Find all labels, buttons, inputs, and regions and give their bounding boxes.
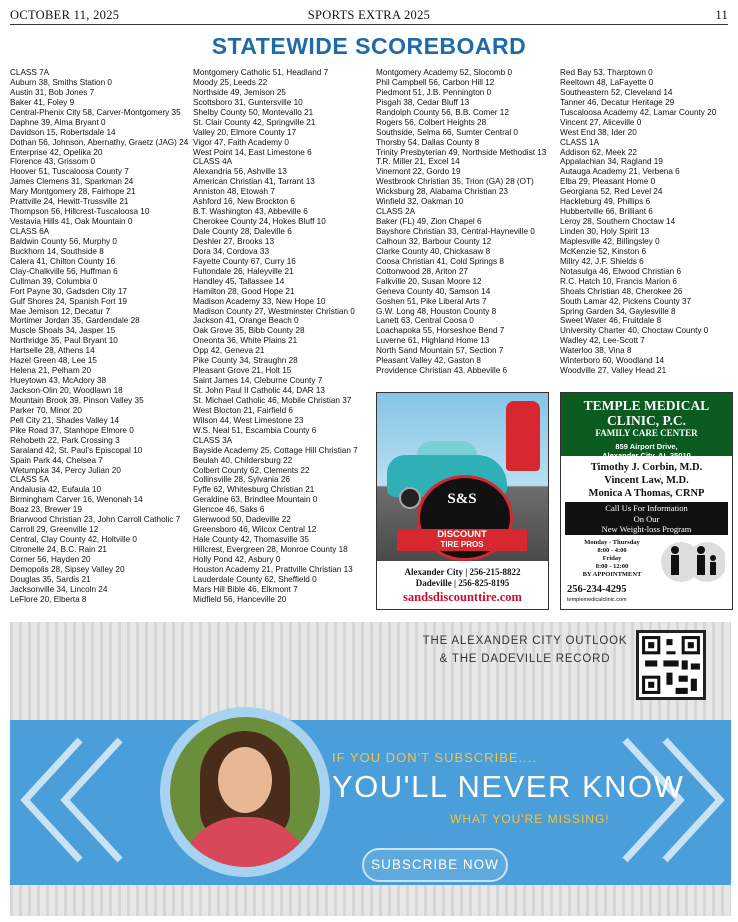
score-line: Phil Campbell 56, Carbon Hill 12 [376,77,495,87]
score-line: University Charter 40, Choctaw County 0 [560,326,709,336]
score-line: Fort Payne 30, Gadsden City 17 [10,286,127,296]
score-line: Bayshore Christian 33, Central-Hayneville 0 [376,227,535,236]
score-line: Leroy 28, Southern Choctaw 14 [560,217,676,227]
score-line: Collinsville 28, Sylvania 26 [193,475,290,485]
score-line: Geneva County 40, Samson 14 [376,286,491,296]
score-line: Moody 25, Leeds 22 [193,77,268,87]
score-line: Enterprise 42, Opelika 20 [10,147,103,157]
score-line: Montgomery Academy 52, Slocomb 0 [376,68,513,77]
score-line: Vincent 27, Aliceville 0 [560,117,642,127]
score-line: Tuscaloosa Academy 42, Lamar County 20 [560,107,717,117]
ad-phone-lines [377,567,548,589]
score-line: Briarwood Christian 23, John Carroll Catholic 7 [10,515,181,525]
subscribe-button[interactable]: SUBSCRIBE NOW [362,848,508,882]
score-line: Loachapoka 55, Horseshoe Bend 7 [376,326,505,336]
score-line: Daphne 39, Alma Bryant 0 [10,117,106,127]
score-line: Rogers 56, Colbert Heights 28 [376,117,487,127]
call-line-1: Call Us For Information [605,503,688,513]
score-line: Rehobeth 22, Park Crossing 3 [10,435,120,445]
score-line: Austin 31, Bob Jones 7 [10,87,95,97]
issue-date: OCTOBER 11, 2025 [10,8,120,22]
avatar-face [218,747,272,813]
class-heading: CLASS 3A [193,435,233,445]
score-line: Jackson-Olin 20, Woodlawn 18 [10,386,123,395]
chevron-left-icon [10,730,160,870]
score-line: Falkville 20, Susan Moore 12 [376,276,482,286]
score-line: Anniston 48, Etowah 7 [193,187,275,197]
score-line: West Point 14, East Limestone 6 [193,147,312,157]
score-line: Autauga Academy 21, Verbena 6 [560,167,680,177]
clinic-hours [567,539,657,579]
score-line: Holly Pond 42, Asbury 0 [193,554,281,564]
score-line: Reeltown 48, LaFayette 0 [560,77,654,87]
score-line: Demopolis 28, Sipsey Valley 20 [10,564,125,574]
doctor-3: Monica A Thomas, CRNP [588,488,705,499]
score-line: Goshen 51, Pike Liberal Arts 7 [376,296,487,306]
score-line: Woodville 27, Valley Head 21 [560,366,667,376]
ad-header [561,393,732,460]
score-line: Providence Christian 43, Abbeville 6 [376,366,508,376]
score-line: Shoals Christian 48, Cherokee 26 [560,286,683,296]
score-line: Hubbertville 66, Brilliant 6 [560,207,653,217]
score-line: Elba 29, Pleasant Home 0 [560,177,656,187]
score-line: Hackleburg 49, Phillips 6 [560,197,651,207]
score-line: Handley 45, Tallassee 14 [193,276,285,286]
score-line: Dale County 28, Daleville 6 [193,227,292,236]
score-line: Wicksburg 28, Alabama Christian 23 [376,187,508,197]
score-line: St. John Paul II Catholic 44, DAR 13 [193,386,325,395]
score-line: LeFlore 20, Elberta 8 [10,594,87,604]
ad-url-link[interactable]: sandsdiscounttire.com [403,590,522,604]
score-line: Clay-Chalkville 56, Huffman 6 [10,266,118,276]
score-line: Scottsboro 31, Guntersville 10 [193,97,303,107]
section-name: SPORTS EXTRA 2025 [307,8,431,22]
score-line: Northridge 35, Paul Bryant 10 [10,336,118,346]
score-line: Spain Park 44, Chelsea 7 [10,455,103,465]
score-line: Spring Garden 34, Gaylesville 8 [560,306,676,316]
score-line: Vigor 47, Faith Academy 0 [193,137,289,147]
score-line: Piedmont 51, J.B. Pennington 0 [376,87,492,97]
score-line: Auburn 38, Smiths Station 0 [10,77,112,87]
score-line: Sweet Water 46, Fruitdale 8 [560,316,662,326]
foam-finger-icon [506,401,540,471]
score-line: Hamilton 28, Good Hope 21 [193,286,295,296]
family-silhouette-icon [661,541,725,583]
hours-line-1: Monday - Thursday [584,539,640,546]
score-line: West End 38, Ider 20 [560,127,637,137]
score-line: Carroll 29, Greenville 12 [10,525,99,535]
score-line: Muscle Shoals 34, Jasper 15 [10,326,116,336]
score-line: St. Michael Catholic 46, Mobile Christian 37 [193,395,352,405]
score-line: Mars Hill Bible 46, Elkmont 7 [193,584,298,594]
score-line: Central-Phenix City 58, Carver-Montgomery 35 [10,107,181,117]
page-header [10,6,728,25]
score-line: Thorsby 54, Dallas County 8 [376,137,480,147]
score-line: Cottonwood 28, Ariton 27 [376,266,468,276]
score-line: B.T. Washington 43, Abbeville 6 [193,207,308,217]
scores-column-3 [376,68,554,376]
publication-2: & THE DADEVILLE RECORD [439,653,611,665]
score-line: Deshler 27, Brooks 13 [193,236,275,246]
score-line: Pisgah 38, Cedar Bluff 13 [376,97,470,107]
score-line: Northside 49, Jemison 25 [193,87,286,97]
temple-medical-ad[interactable] [560,392,733,610]
score-line: Montgomery Catholic 51, Headland 7 [193,68,329,77]
score-line: Jacksonville 34, Lincoln 24 [10,584,108,594]
score-line: Hazel Green 48, Lee 15 [10,356,97,366]
score-line: Notasulga 46, Elwood Christian 6 [560,266,682,276]
score-line: Baker 41, Foley 9 [10,97,75,107]
score-line: Southside, Selma 66, Sumter Central 0 [376,127,518,137]
score-line: Hueytown 43, McAdory 38 [10,376,107,386]
score-line: Randolph County 56, B.B. Comer 12 [376,107,509,117]
score-line: Prattville 24, Hewitt-Trussville 21 [10,197,129,207]
score-line: Luverne 61, Highland Home 13 [376,336,490,346]
slogan-line-1: IF YOU DON'T SUBSCRIBE.... [332,750,537,765]
score-line: Greensboro 46, Wilcox Central 12 [193,525,317,535]
score-line: Alexandria 56, Ashville 13 [193,167,287,177]
score-line: Winterboro 60, Woodland 14 [560,356,665,366]
score-line: Mae Jemison 12, Decatur 7 [10,306,111,316]
class-heading: CLASS 6A [10,227,50,236]
slogan-line-2: YOU'LL NEVER KNOW [332,769,685,804]
score-line: Georgiana 52, Red Level 24 [560,187,663,197]
page-title: STATEWIDE SCOREBOARD [211,33,527,59]
hours-line-5: BY APPOINTMENT [582,571,642,578]
score-line: Citronelle 24, B.C. Rain 21 [10,545,107,554]
score-line: Douglas 35, Sardis 21 [10,574,91,584]
call-line-2: On Our [633,513,660,524]
slogan-line-3: WHAT YOU'RE MISSING! [450,812,610,826]
score-line: Pleasant Valley 42, Gaston 8 [376,356,481,366]
score-line: Saint James 14, Cleburne County 7 [193,376,323,386]
score-line: Oak Grove 35, Bibb County 28 [193,326,305,336]
score-line: Bayside Academy 25, Cottage Hill Christian 7 [193,445,358,455]
score-line: Mortimer Jordan 35, Gardendale 28 [10,316,140,326]
ss-discount-tire-ad[interactable] [376,392,549,610]
class-heading: CLASS 4A [193,157,233,167]
qr-code-icon[interactable] [636,630,706,700]
score-line: Pell City 21, Shades Valley 14 [10,415,120,425]
scores-column-4 [560,68,738,376]
score-line: Cullman 39, Columbia 0 [10,276,98,286]
score-line: St. Clair County 42, Springville 21 [193,117,316,127]
score-line: Calhoun 32, Barbour County 12 [376,236,492,246]
score-line: Appalachian 34, Ragland 19 [560,157,663,167]
ad-ribbon [397,529,527,551]
score-line: Birmingham Carver 16, Wenonah 14 [10,495,143,505]
score-line: Corner 56, Hayden 20 [10,554,91,564]
hours-line-4: 8:00 - 12:00 [595,563,629,570]
score-line: Pike Road 37, Stanhope Elmore 0 [10,425,134,435]
call-line-3: New Weight-loss Program [601,524,692,534]
clinic-addr-1: 859 Airport Drive, [615,442,678,451]
score-line: Coosa Christian 41, Cold Springs 8 [376,256,504,266]
score-line: Madison County 27, Westminster Christian 0 [193,306,355,316]
score-line: R.C. Hatch 10, Francis Marion 6 [560,276,677,286]
score-line: Addison 62, Meek 22 [560,147,637,157]
score-line: Hale County 42, Thomasville 35 [193,535,309,545]
score-line: Lauderdale County 62, Sheffield 0 [193,574,317,584]
clinic-addr-2: Alexander City, AL 35010 [602,451,691,460]
score-line: Central, Clay County 42, Holtville 0 [10,535,137,545]
score-line: Thompson 56, Hillcrest-Tuscaloosa 10 [10,207,150,217]
score-line: Vinemont 22, Gordo 19 [376,167,461,177]
publication-1: THE ALEXANDER CITY OUTLOOK [422,635,628,647]
score-line: Florence 43, Grissom 0 [10,157,96,167]
subscribe-banner [10,622,731,916]
score-line: Millry 42, J.F. Shields 6 [560,256,644,266]
class-heading: CLASS 1A [560,137,600,147]
score-line: Wadley 42, Lee-Scott 7 [560,336,645,346]
ad-brand: S&S [447,491,477,507]
score-line: Hoover 51, Tuscaloosa County 7 [10,167,129,177]
score-line: Buckhorn 14, Southside 8 [10,246,104,256]
publication-names [415,632,635,668]
score-line: Cherokee County 24, Hokes Bluff 10 [193,217,326,227]
score-line: T.R. Miller 21, Excel 14 [376,157,460,167]
doctor-list [561,461,732,500]
avatar-shirt [180,817,310,867]
score-line: West Blocton 21, Fairfield 6 [193,405,293,415]
score-line: Clarke County 40, Chickasaw 8 [376,246,491,256]
clinic-website[interactable]: templemedicalclinic.com [567,597,627,603]
score-line: Opp 42, Geneva 21 [193,346,265,356]
score-line: American Christian 41, Tarrant 13 [193,177,315,187]
score-line: Beulah 40, Childersburg 22 [193,455,293,465]
score-line: Davidson 15, Robertsdale 14 [10,127,116,137]
score-line: Baker (FL) 49, Zion Chapel 6 [376,217,482,227]
score-line: Wetumpka 34, Percy Julian 20 [10,465,121,475]
class-heading: CLASS 5A [10,475,50,485]
score-line: Vestavia Hills 41, Oak Mountain 0 [10,217,133,227]
score-line: Dothan 56, Johnson, Abernathy, Graetz (JAG) 24 [10,137,188,147]
avatar [170,717,320,867]
score-line: Midfield 56, Hanceville 20 [193,594,287,604]
score-line: McKenzie 52, Kinston 6 [560,246,647,256]
score-line: Red Bay 53, Tharptown 0 [560,68,653,77]
doctor-1: Timothy J. Corbin, M.D. [590,462,703,473]
score-line: Mountain Brook 39, Pinson Valley 35 [10,395,144,405]
score-line: Oneonta 36, White Plains 21 [193,336,298,346]
score-line: James Clemens 31, Sparkman 24 [10,177,134,187]
scores-column-2 [193,68,371,605]
score-line: Andalusia 42, Eufaula 10 [10,485,102,495]
score-line: Dora 34, Cordova 33 [193,246,270,256]
score-line: Houston Academy 21, Prattville Christian 13 [193,564,353,574]
score-line: Waterloo 38, Vina 8 [560,346,632,356]
score-line: Winfield 32, Oakman 10 [376,197,464,207]
ribbon-line-1: DISCOUNT [437,529,487,540]
class-heading: CLASS 2A [376,207,416,217]
score-line: Pike County 34, Straughn 28 [193,356,298,366]
score-line: North Sand Mountain 57, Section 7 [376,346,504,356]
score-line: Shelby County 50, Montevallo 21 [193,107,314,117]
score-line: Westbrook Christian 35, Trion (GA) 28 (OT) [376,177,534,187]
doctor-2: Vincent Law, M.D. [604,475,689,486]
hours-line-3: Friday [602,555,622,562]
ad-line-2: Dadeville | 256-825-8195 [415,578,510,588]
score-line: Gulf Shores 24, Spanish Fort 19 [10,296,127,306]
ad-line-1: Alexander City | 256-215-8822 [404,567,521,577]
score-line: Maplesville 42, Billingsley 0 [560,236,660,246]
score-line: Glenwood 50, Dadeville 22 [193,515,291,525]
score-line: Glencoe 46, Saks 6 [193,505,265,515]
hours-line-2: 8:00 - 4:00 [597,547,627,554]
page-number: 11 [715,8,728,22]
clinic-name: TEMPLE MEDICAL CLINIC, P.C. [583,398,710,428]
score-line: W.S. Neal 51, Escambia County 6 [193,425,317,435]
score-line: Helena 21, Pelham 20 [10,366,92,376]
scores-column-1 [10,68,188,605]
score-line: Hillcrest, Evergreen 28, Monroe County 18 [193,545,348,554]
score-line: Fultondale 26, Haleyville 21 [193,266,294,276]
score-line: Fayette County 67, Curry 16 [193,256,296,266]
score-line: Trinity Presbyterian 49, Northside Methodist 13 [376,147,547,157]
score-line: Mary Montgomery 28, Fairhope 21 [10,187,136,197]
score-line: Hartselle 28, Athens 14 [10,346,95,356]
score-line: Parker 70, Minor 20 [10,405,82,415]
score-line: Geraldine 63, Brindlee Mountain 0 [193,495,318,505]
score-line: Fyffe 62, Whitesburg Christian 21 [193,485,315,495]
score-line: Valley 20, Elmore County 17 [193,127,297,137]
score-line: Wilson 44, West Limestone 23 [193,415,304,425]
score-line: South Lamar 42, Pickens County 37 [560,296,692,306]
score-line: Tanner 46, Decatur Heritage 29 [560,97,675,107]
clinic-phone[interactable]: 256-234-4295 [567,584,627,595]
clinic-sub: FAMILY CARE CENTER [595,428,698,438]
score-line: Lanett 63, Central Coosa 0 [376,316,474,326]
score-line: Boaz 23, Brewer 19 [10,505,82,515]
score-line: Calera 41, Chilton County 16 [10,256,116,266]
score-line: Colbert County 62, Clements 22 [193,465,310,475]
score-line: G.W. Long 48, Houston County 8 [376,306,497,316]
score-line: Madison Academy 33, New Hope 10 [193,296,326,306]
score-line: Ashford 16, New Brockton 6 [193,197,295,207]
score-line: Jackson 41, Orange Beach 0 [193,316,299,326]
score-line: Linden 30, Holy Spirit 13 [560,227,650,236]
score-line: Southeastern 52, Cleveland 14 [560,87,673,97]
ribbon-line-2: TIRE PROS [440,540,484,549]
class-heading: CLASS 7A [10,68,50,77]
score-line: Saraland 42, St. Paul's Episcopal 10 [10,445,143,455]
call-box [565,502,728,535]
score-line: Pleasant Grove 21, Holt 15 [193,366,292,376]
score-line: Baldwin County 56, Murphy 0 [10,236,117,246]
